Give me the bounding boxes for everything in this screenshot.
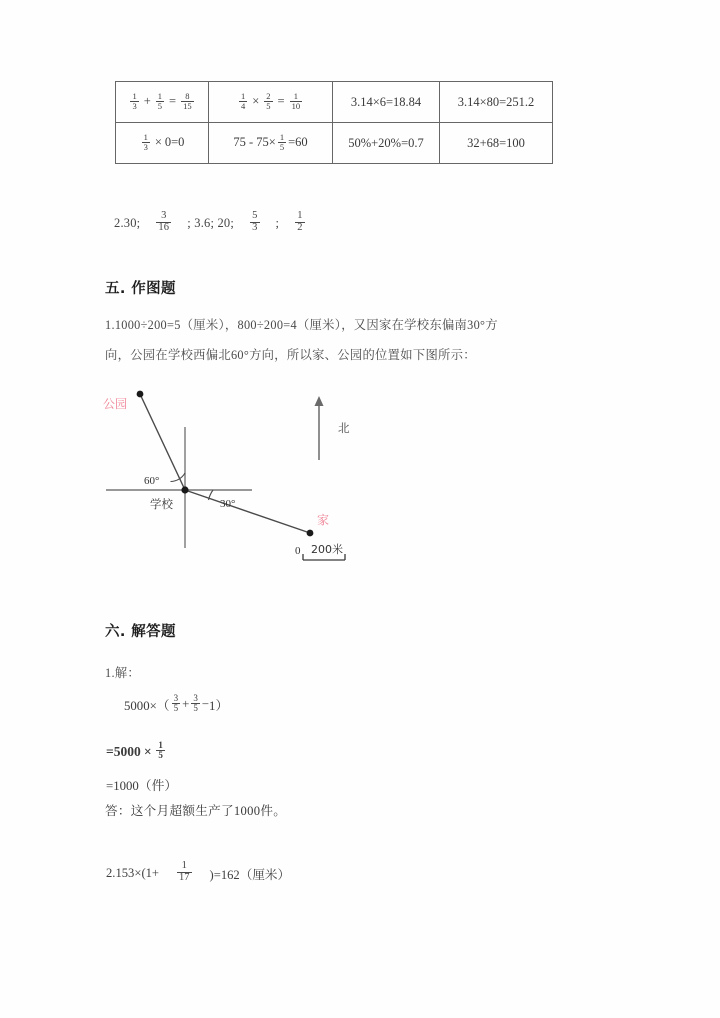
operator: =: [169, 93, 177, 108]
expression-lead: 75 - 75×: [233, 134, 276, 149]
fraction-denominator: 15: [183, 100, 192, 111]
fraction-denominator: 3: [252, 221, 258, 233]
fraction: [290, 92, 303, 110]
fraction-denominator: 5: [266, 100, 271, 111]
item2-tail: )=162（厘米）: [209, 867, 291, 882]
calc-line-1: [124, 695, 228, 714]
fraction: [295, 211, 304, 233]
operator: =: [277, 93, 285, 108]
fraction-denominator: 17: [179, 871, 190, 883]
label-school: 学校: [150, 497, 173, 511]
fraction-denominator: 10: [291, 100, 301, 111]
fraction: [264, 92, 272, 110]
fraction-numerator: 1: [132, 90, 137, 101]
table-row: [116, 123, 553, 164]
point-home: [307, 530, 314, 537]
angle-label-60: 60°: [144, 475, 160, 487]
operator: +: [143, 93, 151, 108]
fraction: [142, 133, 150, 151]
answer-statement: 答：这个月超额生产了1000件。: [105, 804, 287, 818]
label-park: 公园: [103, 397, 128, 411]
fraction-numerator: 1: [181, 860, 187, 871]
fraction-numerator: 1: [279, 131, 285, 142]
answer-lead: 2.30;: [114, 215, 141, 230]
answer-mid-2: ;: [275, 215, 280, 230]
fraction-numerator: 3: [173, 693, 179, 703]
fraction-numerator: 1: [293, 90, 298, 101]
section-heading-5: 五. 作图题: [105, 281, 176, 297]
fraction-denominator: 5: [157, 100, 162, 111]
table-cell-r2c1: [116, 123, 209, 164]
fraction-denominator: 5: [279, 141, 285, 152]
table-cell-r1c1: [116, 82, 209, 123]
table-cell-r1c2: [209, 82, 333, 123]
fraction-numerator: 1: [158, 740, 163, 750]
fraction: [278, 133, 286, 151]
calc-line-2: [106, 742, 167, 761]
direction-diagram: [100, 380, 400, 590]
section6-item-2: [106, 862, 290, 884]
point-school: [181, 486, 188, 493]
answers-table: [115, 81, 553, 164]
fraction-denominator: 4: [240, 100, 246, 111]
fraction-numerator: 1: [297, 210, 303, 221]
section-heading-6: 六. 解答题: [105, 624, 176, 640]
fraction-denominator: 2: [297, 221, 303, 233]
item2-lead: 2.153×(1+: [106, 865, 160, 880]
north-arrow-head: [315, 396, 324, 406]
table-row: [116, 82, 553, 123]
label-north: 北: [338, 421, 350, 435]
calc-tail: 1）: [209, 699, 229, 714]
fraction: [250, 211, 259, 233]
angle-label-30: 30°: [220, 498, 236, 510]
calc-lead: 5000×（: [124, 699, 170, 714]
fraction: [156, 92, 164, 110]
fraction-denominator: 5: [158, 750, 163, 761]
fraction: [156, 211, 171, 233]
table-cell-r2c3: 50%+20%=0.7: [333, 123, 440, 164]
label-home: 家: [317, 513, 330, 527]
fraction: [191, 694, 200, 713]
fraction: [156, 741, 165, 760]
fraction-numerator: 8: [185, 90, 190, 101]
operator: ×: [154, 134, 162, 149]
fraction-denominator: 5: [193, 703, 198, 714]
answer-line-2: [114, 212, 321, 234]
scale-zero-label: 0: [295, 545, 301, 557]
calc-line-3: =1000（件）: [106, 779, 178, 793]
fraction-numerator: 5: [252, 210, 258, 221]
table-cell-r1c3: 3.14×6=18.84: [333, 82, 440, 123]
calc-lead: =5000: [106, 743, 141, 759]
calc-operator-2: −: [201, 697, 210, 712]
fraction-numerator: 3: [161, 210, 167, 221]
section5-line-2: 向，公园在学校西偏北60°方向，所以家、公园的位置如下图所示：: [105, 348, 476, 362]
operator: ×: [252, 93, 260, 108]
fraction-numerator: 2: [266, 90, 271, 101]
fraction-numerator: 1: [143, 131, 148, 142]
fraction-denominator: 5: [173, 703, 179, 714]
multiply-sign: ×: [143, 743, 152, 759]
fraction-numerator: 1: [240, 90, 246, 101]
fraction: [181, 92, 194, 110]
expression-tail: =60: [288, 134, 308, 149]
fraction-denominator: 3: [143, 141, 148, 152]
fraction: [239, 92, 247, 110]
table-cell-r1c4: 3.14×80=251.2: [440, 82, 553, 123]
fraction-denominator: 16: [158, 221, 170, 233]
answer-mid-1: ; 3.6; 20;: [187, 215, 235, 230]
fraction-denominator: 3: [132, 100, 137, 111]
fraction: [130, 92, 138, 110]
calc-operator-1: +: [182, 697, 190, 712]
fraction-numerator: 3: [193, 693, 198, 703]
table-cell-r2c4: 32+68=100: [440, 123, 553, 164]
expression-tail: 0=0: [164, 134, 185, 149]
ray-to-home: [185, 490, 310, 533]
section6-item-1-label: 1.解：: [105, 666, 141, 680]
scale-value-label: 200米: [311, 543, 343, 556]
section5-line-1: 1.1000÷200=5（厘米），800÷200=4（厘米），又因家在学校东偏南30°方: [105, 318, 498, 332]
table-cell-r2c2: [209, 123, 333, 164]
fraction: [172, 694, 181, 713]
fraction: [177, 861, 192, 883]
point-park: [137, 391, 144, 398]
fraction-numerator: 1: [157, 90, 162, 101]
